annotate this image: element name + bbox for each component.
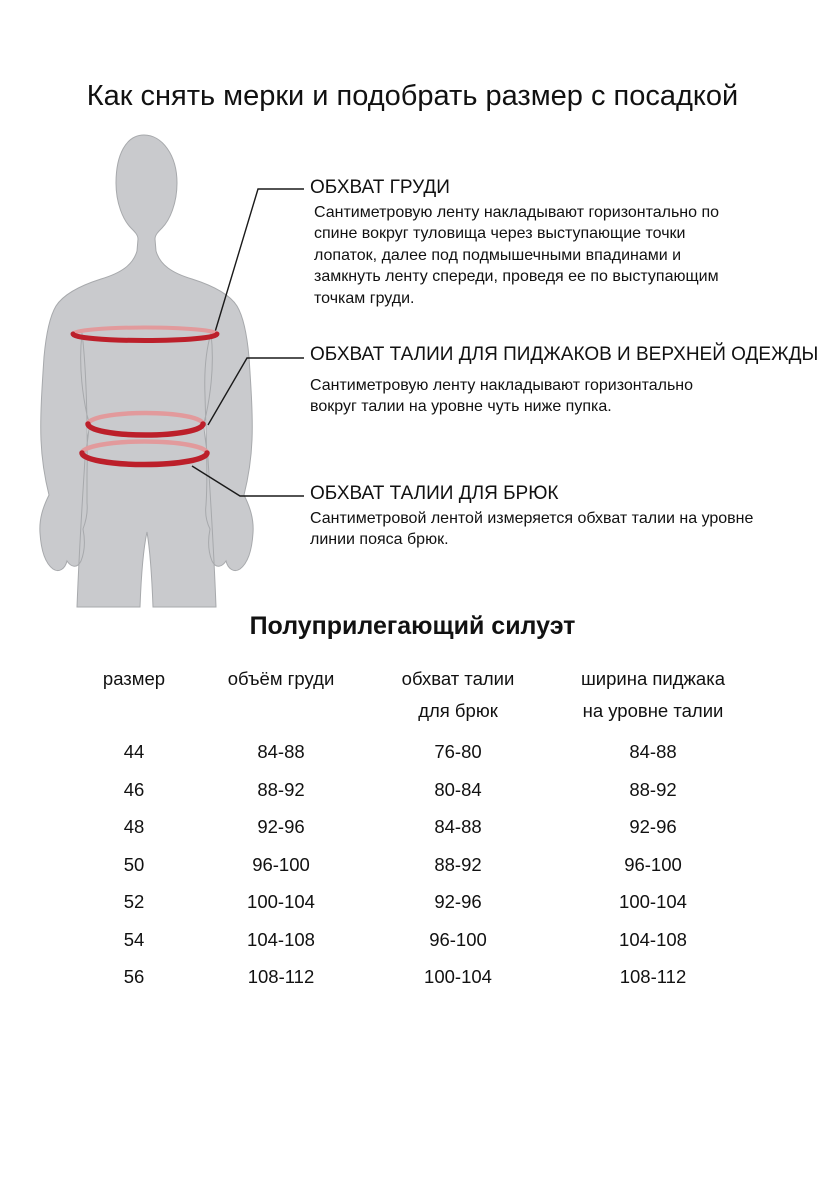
col-header-chest: объём груди: [227, 668, 335, 689]
size-table-cell: 96-100: [252, 853, 310, 875]
col-header-waist-line2: для брюк: [418, 700, 498, 721]
col-header-waist-line1: обхват талии: [401, 668, 515, 689]
size-table-cell: 44: [123, 741, 145, 762]
size-table-cell: 84-88: [434, 816, 482, 837]
size-table-cell: 54: [123, 928, 145, 950]
size-table-cell: 88-92: [257, 778, 305, 800]
size-table-cell: 92-96: [629, 816, 677, 837]
size-table-title: Полуприлегающий силуэт: [249, 612, 576, 640]
col-header-size: размер: [102, 668, 166, 689]
size-table-row: [0, 883, 743, 921]
size-table-cell: 46: [123, 778, 145, 800]
size-table-cell: 92-96: [257, 816, 305, 837]
size-table-cell: 108-112: [619, 966, 687, 987]
size-table-cell: 96-100: [429, 928, 487, 950]
size-table-row: [0, 771, 743, 809]
trouser-waist-description: Сантиметровой лентой измеряется обхват талии на уровне линии пояса брюк.: [310, 510, 754, 549]
size-table-row: [0, 921, 743, 959]
size-table-cell: 76-80: [434, 741, 482, 762]
jacket-waist-description: Сантиметровую ленту накладывают горизонтально вокруг талии на уровне чуть ниже пупка.: [310, 377, 694, 416]
size-table-cell: 80-84: [434, 778, 482, 800]
size-table-cell: 96-100: [624, 853, 682, 875]
size-table-cell: 100-104: [619, 891, 687, 912]
size-table-row: [0, 846, 743, 884]
trouser-waist-heading: ОБХВАТ ТАЛИИ ДЛЯ БРЮК: [310, 483, 559, 504]
size-table-row: [0, 958, 743, 996]
col-header-jacket-width-line1: ширина пиджака: [580, 668, 726, 689]
size-table-cell: 88-92: [434, 853, 482, 875]
page-title: Как снять мерки и подобрать размер с посадкой: [86, 80, 739, 112]
size-table-cell: 52: [123, 891, 145, 912]
size-table-cell: 84-88: [257, 741, 305, 762]
jacket-waist-heading: ОБХВАТ ТАЛИИ ДЛЯ ПИДЖАКОВ И ВЕРХНЕЙ ОДЕЖДЫ: [310, 344, 819, 365]
size-table-row: [0, 808, 743, 846]
chest-girth-heading: ОБХВАТ ГРУДИ: [310, 177, 450, 198]
size-table-cell: 88-92: [629, 778, 677, 800]
size-table-cell: 50: [123, 853, 145, 875]
size-table-cell: 56: [123, 966, 145, 987]
size-table-cell: 84-88: [629, 741, 677, 762]
col-header-jacket-width-line2: на уровне талии: [582, 700, 724, 721]
body-silhouette: [40, 135, 253, 607]
size-table-cell: 104-108: [247, 928, 315, 950]
size-table-header-row-2: [0, 700, 743, 722]
size-table-header-row-1: [0, 668, 743, 690]
size-table-row: [0, 733, 743, 771]
size-table-cell: 48: [123, 816, 145, 837]
size-table-body: [0, 733, 743, 996]
chest-girth-description: Сантиметровую ленту накладывают горизонтально по спине вокруг туловища через выступающие точки лопаток, далее под подмышечными впадинами и замкнуть ленту спереди, проведя ее по выступающим точкам груди.: [314, 204, 720, 307]
size-table-cell: 100-104: [247, 891, 315, 912]
size-table-cell: 104-108: [619, 928, 687, 950]
size-table-cell: 100-104: [424, 966, 492, 987]
size-table-cell: 108-112: [247, 966, 315, 987]
size-table-cell: 92-96: [434, 891, 482, 912]
